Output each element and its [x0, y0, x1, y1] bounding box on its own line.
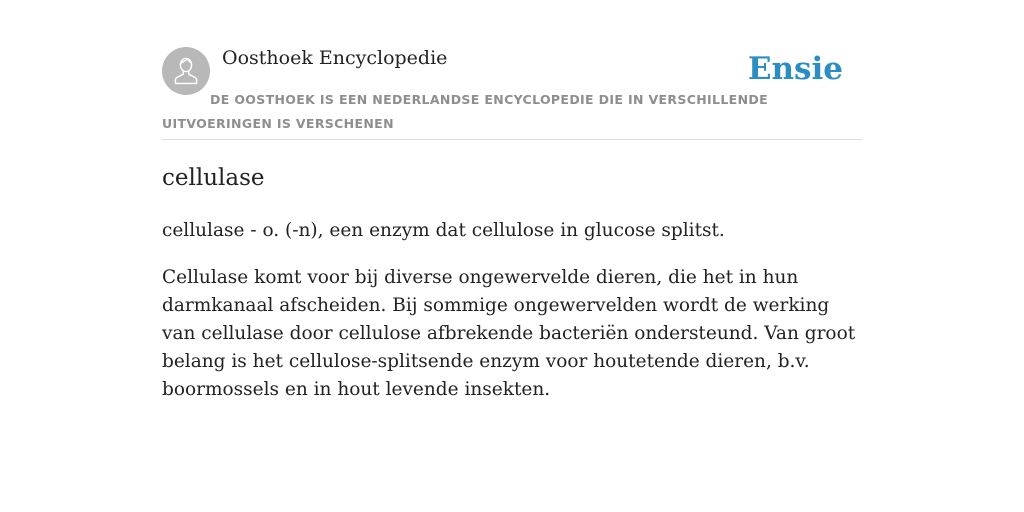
user-avatar-icon — [174, 56, 198, 86]
source-description: DE OOSTHOEK IS EEN NEDERLANDSE ENCYCLOPEDIE DIE IN VERSCHILLENDE UITVOERINGEN IS VERSCHENEN — [162, 92, 768, 131]
entry-definition: cellulase - o. (-n), een enzym dat cellulose in glucose splitst. — [162, 220, 725, 241]
source-title[interactable]: Oosthoek Encyclopedie — [222, 47, 448, 69]
entry-body: Cellulase komt voor bij diverse ongewervelde dieren, die het in hun darmkanaal afscheiden. Bij sommige ongewervelden wordt de werking van cellulase door cellulose afbrekende bacteriën ondersteund. Van groot belang is het cellulose-splitsende enzym voor houtetende dieren, b.v. boormossels en in hout levende insekten. — [162, 267, 856, 400]
page-container — [162, 0, 862, 404]
entry-content — [162, 140, 862, 404]
ensie-logo-link[interactable]: Ensie — [747, 51, 843, 87]
source-header — [162, 0, 862, 140]
entry-title: cellulase — [162, 165, 265, 191]
